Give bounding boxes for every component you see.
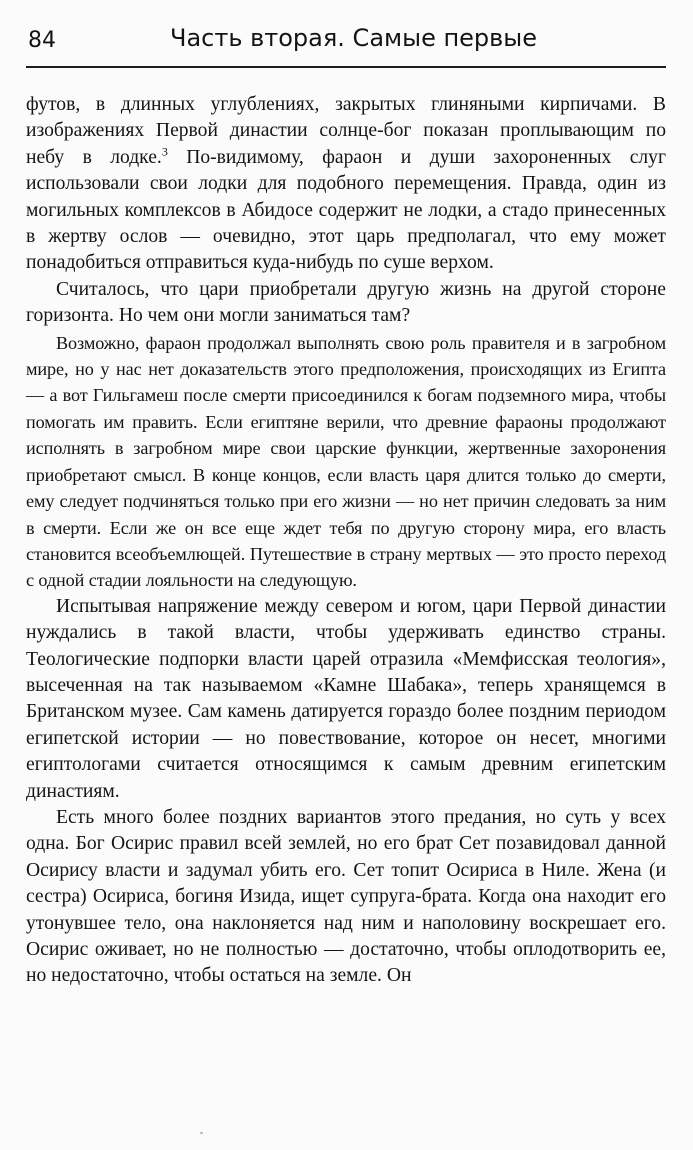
paragraph-1 bbox=[26, 92, 666, 277]
running-title: Часть вторая. Самые первые bbox=[170, 24, 538, 52]
paragraph-2: Считалось, что цари приобретали другую жизнь на другой стороне горизонта. Но чем они могли заниматься там? bbox=[26, 278, 666, 327]
paragraph-1-text-a: футов, в длинных углублениях, закрытых глиняными кирпичами. В изображениях Первой династии солнце-бог показан проплывающим по небу в лодке. bbox=[26, 94, 666, 168]
scan-speck bbox=[200, 1132, 203, 1134]
paragraph-1-text-b: По-видимому, фараон и души захороненных слуг использовали свои лодки для подобного перемещения. Правда, один из могильных комплексов в Абидосе содержит не лодки, а стадо принесенных в жертву ослов — очевидно, этот царь предполагал, что ему может понадобиться отправиться куда-нибудь по суше верхом. bbox=[26, 146, 667, 274]
page-header bbox=[26, 22, 666, 68]
paragraph-3: Возможно, фараон продолжал выполнять свою роль правителя и в загробном мире, но у нас нет доказательств этого предположения, происходящих из Египта — а вот Гильгамеш после смерти присоединился к богам подземного мира, чтобы помогать им править. Если египтяне верили, что древние фараоны продолжают исполнять в загробном мире свои царские функции, жертвенные захоронения приобретают смысл. В конце концов, если власть царя длится только до смерти, ему следует подчиняться только при его жизни — но нет причин следовать за ним в смерти. Если же он все еще ждет тебя по другую сторону мира, его власть становится всеобъемлющей. Путешествие в страну мертвых — это просто переход с одной стадии лояльности на следующую. bbox=[26, 332, 666, 591]
body-text bbox=[26, 92, 666, 990]
footnote-reference: 3 bbox=[161, 144, 168, 159]
paragraph-4: Испытывая напряжение между севером и югом, цари Первой династии нуждались в такой власти, чтобы удерживать единство страны. Теологические подпорки власти царей отразила «Мемфисская теология», высеченная на так называемом «Камне Шабака», теперь хранящемся в Британском музее. Сам камень датируется гораздо более поздним периодом египетской истории — но повествование, которое он несет, многими египтологами считается относящимся к самым древним египетским династиям. bbox=[26, 595, 666, 802]
paragraph-5: Есть много более поздних вариантов этого предания, но суть у всех одна. Бог Осирис правил всей землей, но его брат Сет позавидовал данной Осирису власти и задумал убить его. Сет топит Осириса в Ниле. Жена (и сестра) Осириса, богиня Изида, ищет супруга-брата. Когда она находит его утонувшее тело, она наклоняется над ним и наполовину воскрешает его. Осирис оживает, но не полностью — достаточно, чтобы оплодотворить ее, но недостаточно, чтобы остаться на земле. Он bbox=[26, 806, 666, 987]
page-number: 84 bbox=[28, 28, 56, 53]
